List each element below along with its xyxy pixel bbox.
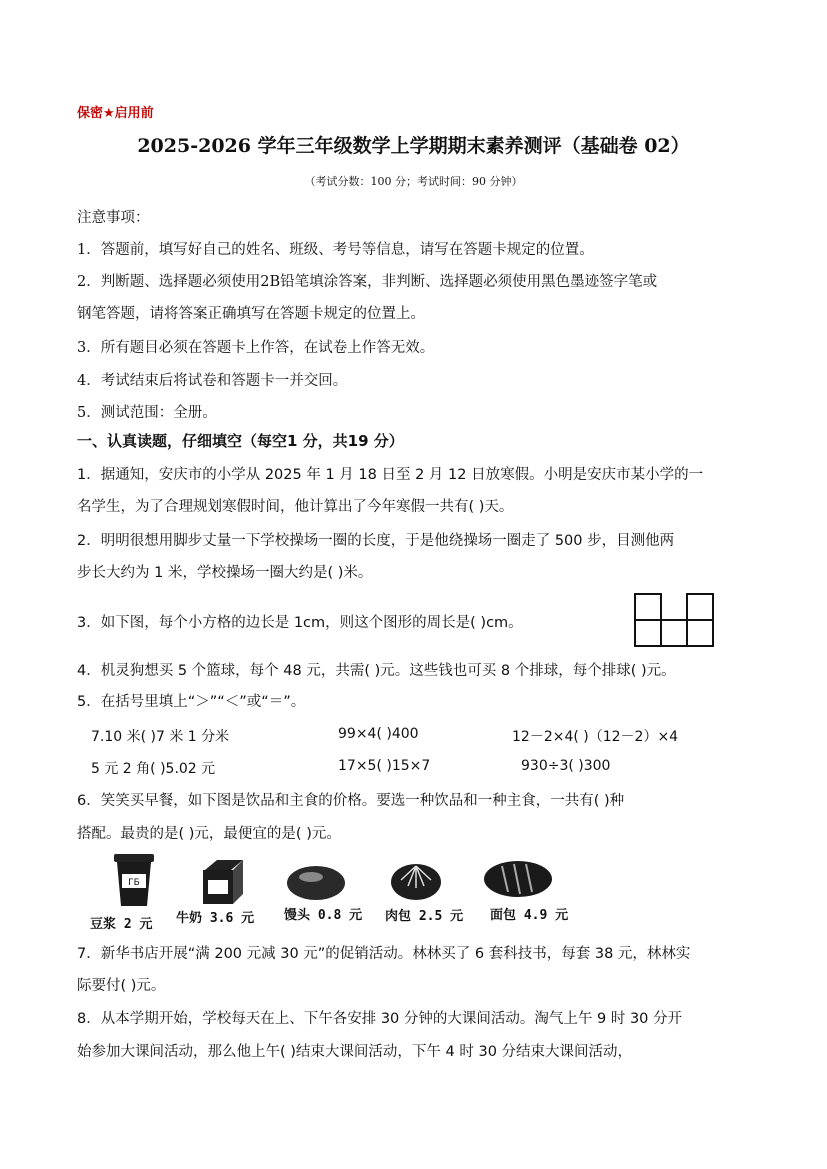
- notice-item: 4．考试结束后将试卷和答题卡一并交回。: [77, 373, 348, 389]
- compare-item: 99×4( )400: [338, 726, 419, 742]
- notice-item: 1．答题前，填写好自己的姓名、班级、考号等信息，请写在答题卡规定的位置。: [77, 242, 594, 258]
- bread-icon: [482, 858, 554, 900]
- meat-bun-icon: [389, 858, 443, 902]
- question-5: 5．在括号里填上“＞”“＜”或“＝”。: [77, 694, 306, 710]
- compare-item: 5 元 2 角( )5.02 元: [91, 761, 216, 777]
- notice-item: 5．测试范围：全册。: [77, 405, 217, 421]
- question-2-line-2: 步长大约为 1 米，学校操场一圈大约是( )米。: [77, 565, 373, 581]
- grid-square: [661, 620, 687, 646]
- compare-item: 930÷3( )300: [521, 758, 611, 774]
- exam-info: （考试分数：100 分；考试时间：90 分钟）: [304, 175, 523, 188]
- section-heading: 一、认真读题，仔细填空（每空1 分，共19 分）: [77, 432, 404, 450]
- question-1-line-2: 名学生，为了合理规划寒假时间，他计算出了今年寒假一共有( )天。: [77, 499, 514, 515]
- compare-item: 7.10 米( )7 米 1 分米: [91, 729, 230, 745]
- notice-item: 3．所有题目必须在答题卡上作答，在试卷上作答无效。: [77, 340, 435, 356]
- food-label: 豆浆 2 元: [90, 917, 153, 932]
- food-label: 牛奶 3.6 元: [176, 911, 255, 926]
- steamed-bun-icon: [285, 862, 347, 902]
- grid-square: [687, 594, 713, 620]
- compare-item: 17×5( )15×7: [338, 758, 431, 774]
- question-1-line-1: 1．据通知，安庆市的小学从 2025 年 1 月 18 日至 2 月 12 日放寒假。小明是安庆市某小学的一: [77, 467, 704, 483]
- svg-text:ГБ: ГБ: [128, 878, 140, 888]
- question-8-line-1: 8．从本学期开始，学校每天在上、下午各安排 30 分钟的大课间活动。淘气上午 9 时 30 分开: [77, 1011, 683, 1027]
- grid-square: [635, 620, 661, 646]
- compare-item: 12－2×4( )（12－2）×4: [512, 729, 679, 745]
- question-4: 4．机灵狗想买 5 个篮球，每个 48 元，共需( )元。这些钱也可买 8 个排球，每个排球( )元。: [77, 663, 676, 679]
- confidential-label: 保密★启用前: [77, 106, 154, 121]
- milk-carton-icon: [197, 856, 249, 906]
- question-6-line-2: 搭配。最贵的是( )元，最便宜的是( )元。: [77, 826, 341, 842]
- question-2-line-1: 2．明明很想用脚步丈量一下学校操场一圈的长度，于是他绕操场一圈走了 500 步，目测他两: [77, 533, 675, 549]
- food-label: 肉包 2.5 元: [385, 909, 464, 924]
- food-label: 面包 4.9 元: [490, 908, 569, 923]
- notice-heading: 注意事项：: [77, 210, 150, 226]
- grid-square: [635, 594, 661, 620]
- grid-figure: [633, 592, 715, 648]
- food-label: 馒头 0.8 元: [284, 908, 363, 923]
- question-7-line-1: 7．新华书店开展“满 200 元减 30 元”的促销活动。林林买了 6 套科技书，每套 38 元，林林实: [77, 946, 691, 962]
- notice-item: 2．判断题、选择题必须使用2B铅笔填涂答案，非判断、选择题必须使用黑色墨迹签字笔或: [77, 274, 658, 290]
- notice-item: 钢笔答题，请将答案正确填写在答题卡规定的位置上。: [77, 306, 425, 322]
- grid-square: [687, 620, 713, 646]
- question-8-line-2: 始参加大课间活动，那么他上午( )结束大课间活动，下午 4 时 30 分结束大课间活动，: [77, 1044, 633, 1060]
- question-7-line-2: 际要付( )元。: [77, 978, 166, 994]
- question-6-line-1: 6．笑笑买早餐，如下图是饮品和主食的价格。要选一种饮品和一种主食，一共有( )种: [77, 793, 625, 809]
- soy-milk-cup-icon: [112, 852, 156, 908]
- page-title: 2025-2026 学年三年级数学上学期期末素养测评（基础卷 02）: [137, 135, 690, 157]
- question-3: 3．如下图，每个小方格的边长是 1cm，则这个图形的周长是( )cm。: [77, 615, 523, 631]
